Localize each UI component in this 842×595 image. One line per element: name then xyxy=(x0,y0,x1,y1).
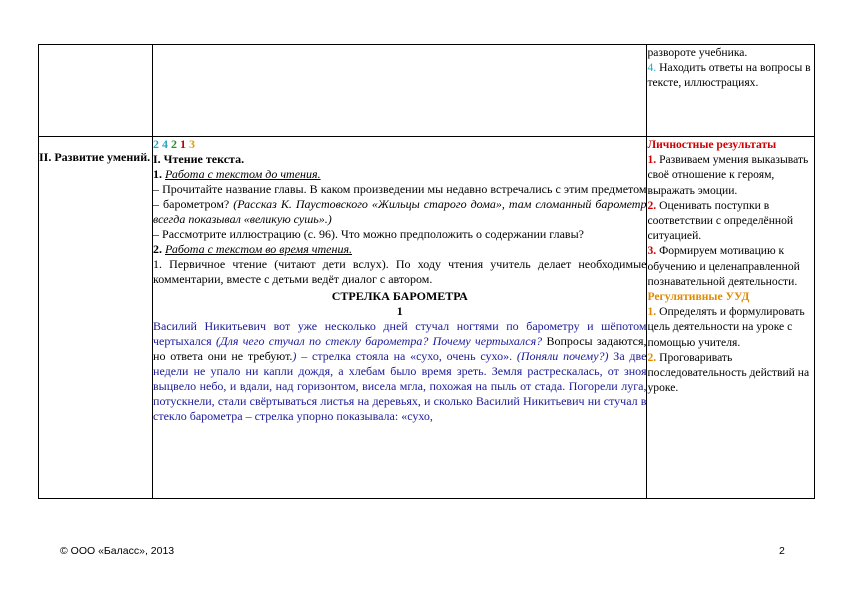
outcomes-cell xyxy=(647,137,815,499)
copyright-footer: © ООО «Баласс», 2013 xyxy=(60,545,175,557)
story-question: (Для чего стучал по стеклу барометра? Почему чертыхался? xyxy=(215,334,543,348)
step-title: Работа с текстом до чтения. xyxy=(165,167,321,181)
item-text: Находить ответы на вопросы в тексте, иллюстрациях. xyxy=(647,61,811,90)
code: 3 xyxy=(189,137,196,151)
code: 4 xyxy=(162,137,169,151)
item-number: 1. xyxy=(647,153,657,167)
stage-title: II. Развитие умений. xyxy=(39,150,151,164)
story-fragment: – стрелка стояла на «сухо, очень сухо». xyxy=(296,349,517,363)
outcome-item xyxy=(647,60,814,90)
outcome-item xyxy=(647,243,814,289)
story-fragment: За две недели не упало ни капли дождя, а хлебам было время зреть. Земля растрескалась, от зноя выцвело небо, и вдали, над горизонтом, висела мгла, похожая на пыль от стада. Погорели луга, потускнели, стали свёртываться листья на деревьях, и сколько Василий Никитьевич ни стучал в стекло барометра – стрелка упорно показывала: «сухо, xyxy=(153,349,647,423)
story-question: (Поняли почему?) xyxy=(516,349,609,363)
question-text: – Прочитайте название главы. В каком произведении мы недавно встречались с этим предметом – барометром? xyxy=(153,182,647,211)
step-heading xyxy=(153,242,646,257)
step-heading xyxy=(153,167,646,182)
stage-cell xyxy=(39,137,153,499)
item-number: 1. xyxy=(647,305,657,319)
item-text: Формируем мотивацию к обучению и целенаправленной познавательной деятельности. xyxy=(647,244,800,288)
activity-cell xyxy=(153,137,647,499)
outcome-item xyxy=(647,350,814,396)
table-row xyxy=(39,137,815,499)
level-codes xyxy=(153,137,646,152)
question: – Рассмотрите иллюстрацию (с. 96). Что можно предположить о содержании главы? xyxy=(153,227,584,241)
item-text: Определять и формулировать цель деятельности на уроке с помощью учителя. xyxy=(647,305,805,349)
outcomes-heading: Регулятивные УУД xyxy=(647,290,750,304)
table-row xyxy=(39,45,815,137)
instruction: 1. Первичное чтение (читают дети вслух). По ходу чтения учитель делает необходимые комментарии, вместе с детьми ведёт диалог с автором. xyxy=(153,257,647,286)
step-number: 2. xyxy=(153,242,166,256)
outcome-item xyxy=(647,152,814,198)
item-number: 2. xyxy=(647,198,657,212)
section-heading: I. Чтение текста. xyxy=(153,152,245,166)
story-chapter: 1 xyxy=(396,304,403,318)
outcome-item xyxy=(647,304,814,350)
code: 2 xyxy=(153,137,160,151)
story-question: ) xyxy=(292,349,297,363)
story-text xyxy=(153,319,646,424)
question-hint: (Рассказ К. Паустовского «Жильцы старого дома», там сломанный барометр всегда показывал «великую сушь».) xyxy=(153,197,647,226)
item-number: 2. xyxy=(647,350,657,364)
outcome-item xyxy=(647,198,814,244)
question xyxy=(153,182,646,227)
outcomes-cell xyxy=(647,45,815,137)
code: 1 xyxy=(180,137,187,151)
item-number: 3. xyxy=(647,244,657,258)
activity-cell-empty xyxy=(153,45,647,137)
item-text: Оценивать поступки в соответствии с определённой ситуацией. xyxy=(647,198,794,243)
stage-cell-empty xyxy=(39,45,153,137)
lesson-plan-table xyxy=(38,44,815,499)
page-number: 2 xyxy=(779,545,785,557)
item-text: Развиваем умения выказывать своё отношение к героям, выражать эмоции. xyxy=(647,153,809,197)
story-fragment: Василий Никитьевич вот уже несколько дней стучал ногтями по барометру и шёпотом чертыхался xyxy=(153,319,647,348)
step-number: 1. xyxy=(153,167,166,181)
story-title: СТРЕЛКА БАРОМЕТРА xyxy=(331,289,468,303)
item-number: 4. xyxy=(647,61,657,75)
step-title: Работа с текстом во время чтения. xyxy=(165,242,353,256)
code: 2 xyxy=(171,137,178,151)
item-text: Проговаривать последовательность действий на уроке. xyxy=(647,350,810,395)
teacher-note: Вопросы задаются, но ответа они не требуют. xyxy=(153,334,647,363)
outcome-line: развороте учебника. xyxy=(647,46,748,59)
outcomes-heading: Личностные результаты xyxy=(647,138,777,151)
